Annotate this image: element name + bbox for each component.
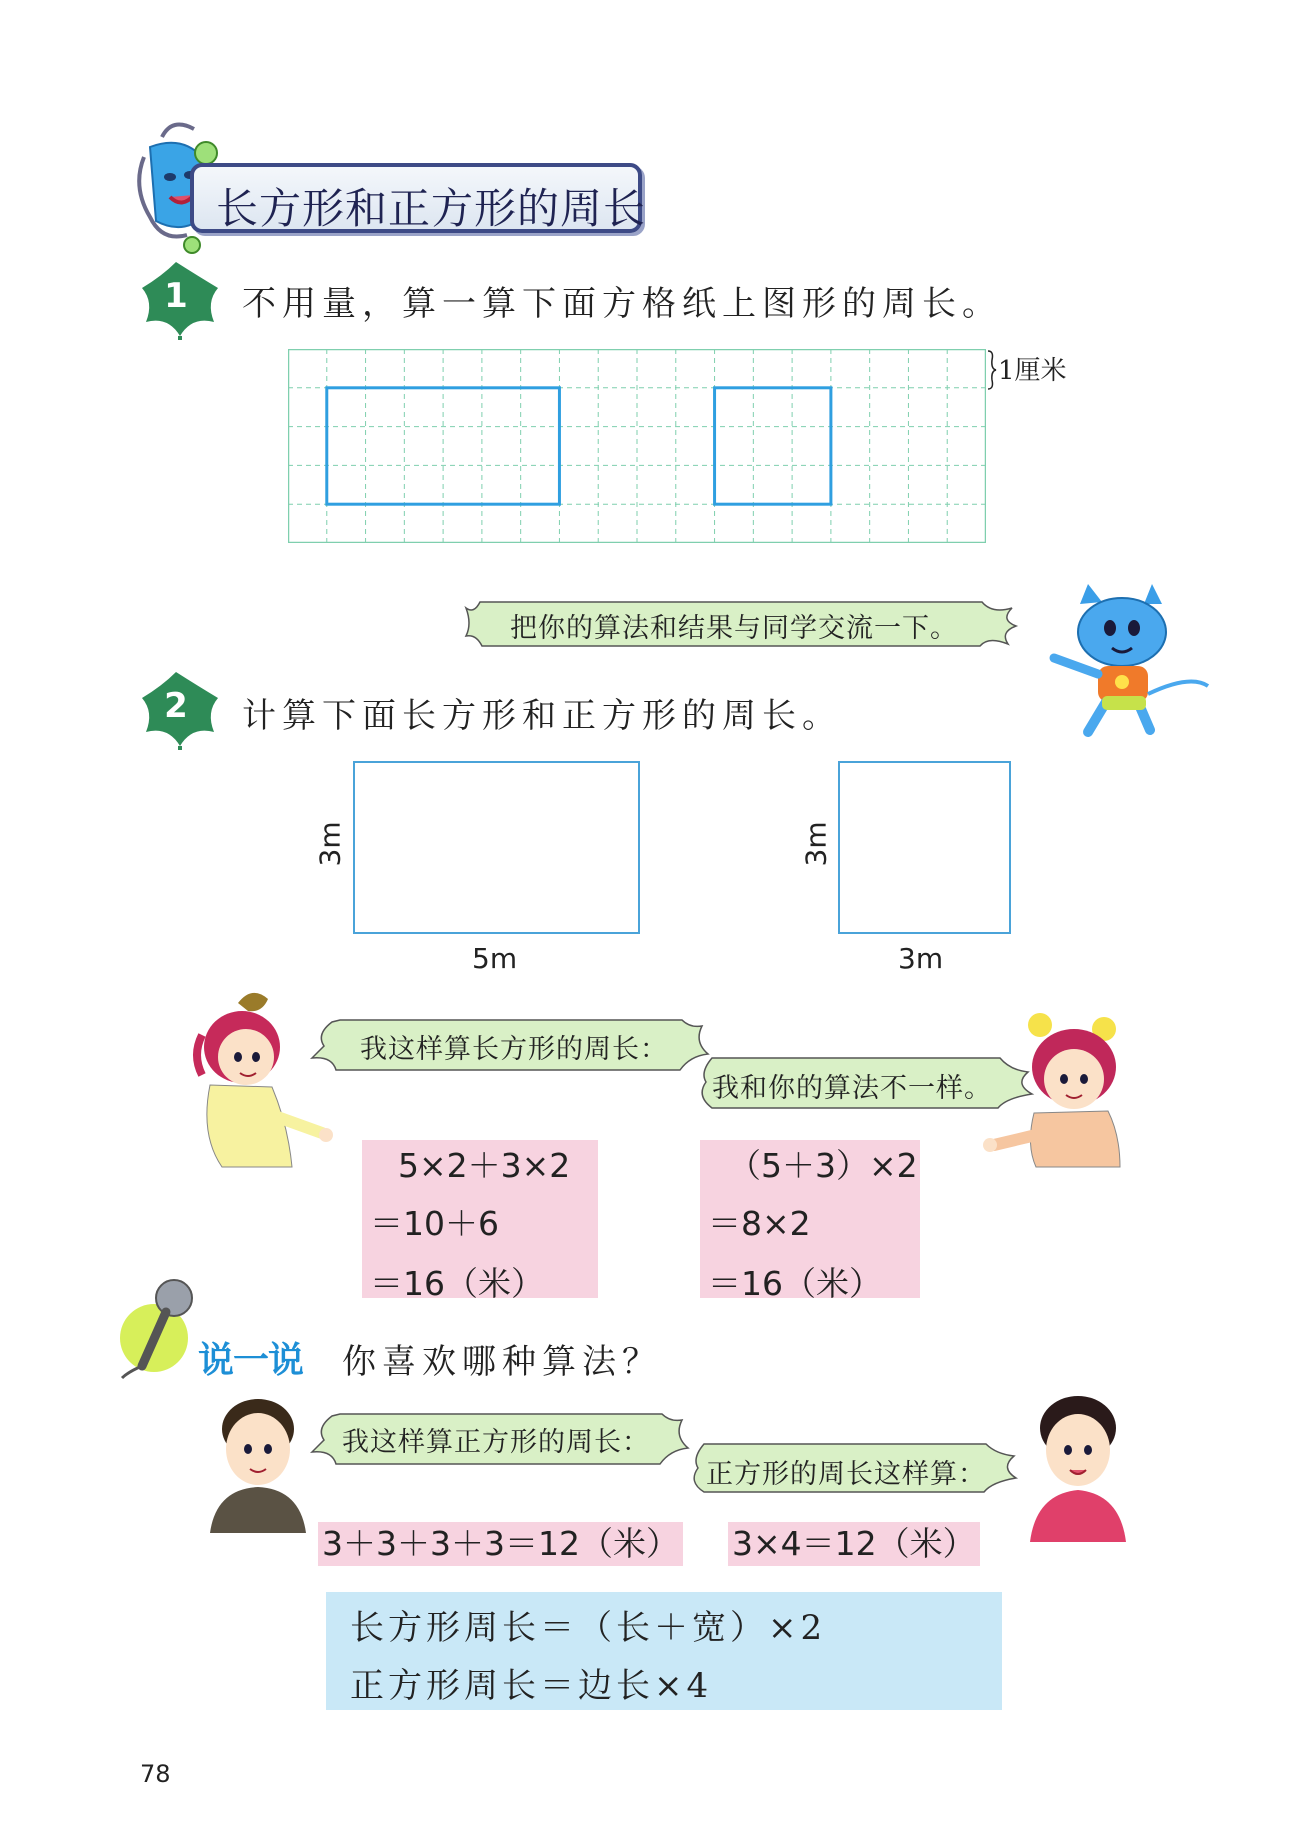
square-formula-multiply: 3×4＝12（米）: [728, 1522, 980, 1566]
boy-character-icon: [196, 1393, 312, 1533]
question-2-text: 计算下面长方形和正方形的周长。: [242, 696, 842, 736]
calc-left-line-3: ＝16（米）: [370, 1264, 544, 1303]
rect-width-label: 5m: [472, 942, 518, 975]
bubble-square-formula-text: 正方形的周长这样算：: [706, 1459, 986, 1490]
girl-character-icon: [980, 1005, 1130, 1170]
bubble-square-text: 我这样算正方形的周长：: [342, 1427, 650, 1458]
calc-box-left: [362, 1140, 598, 1303]
calc-left-line-2: ＝10＋6: [370, 1204, 499, 1243]
brace-icon: [986, 350, 998, 390]
grid-square: [715, 388, 831, 504]
page-title: 长方形和正方形的周长: [216, 184, 647, 233]
bubble-diff-text: 我和你的算法不一样。: [712, 1073, 992, 1104]
boy-character-icon: [1022, 1392, 1134, 1542]
section-1-number: 1: [164, 276, 188, 316]
square-height-label: 3m: [799, 821, 833, 867]
section-1-badge: [140, 258, 222, 340]
section-2-badge: [140, 668, 222, 750]
discuss-label: 说一说: [198, 1340, 304, 1381]
rect-height-label: 3m: [313, 821, 347, 867]
discuss-text: 你喜欢哪种算法？: [342, 1342, 662, 1382]
square-width-label: 3m: [898, 942, 944, 975]
calc-right-line-2: ＝8×2: [708, 1204, 811, 1243]
calc-box-right: [700, 1140, 920, 1303]
section-2-number: 2: [164, 686, 188, 726]
cat-mascot-icon: [1040, 584, 1210, 744]
calc-right-line-3: ＝16（米）: [708, 1264, 882, 1303]
bubble-rect-text: 我这样算长方形的周长：: [360, 1034, 668, 1065]
bubble-q1-text: 把你的算法和结果与同学交流一下。: [510, 613, 958, 644]
page-number: 78: [140, 1760, 171, 1788]
girl-character-icon: [192, 985, 337, 1170]
calc-right-line-1: （5＋3）×2: [728, 1146, 918, 1185]
rect-perimeter-formula: 长方形周长＝（长＋宽）×2: [350, 1608, 827, 1648]
grid-paper: [288, 349, 986, 543]
square-perimeter-formula: 正方形周长＝边长×4: [350, 1666, 713, 1706]
square-formula-add: 3＋3＋3＋3＝12（米）: [318, 1522, 683, 1566]
unit-label: 1厘米: [998, 356, 1067, 386]
rectangle-shape: [353, 761, 640, 934]
question-1-text: 不用量，算一算下面方格纸上图形的周长。: [242, 284, 1002, 324]
microphone-icon: [118, 1276, 204, 1380]
summary-box: [326, 1592, 1002, 1710]
square-shape: [838, 761, 1011, 934]
calc-left-line-1: 5×2＋3×2: [398, 1146, 571, 1185]
title-banner: [190, 163, 647, 233]
